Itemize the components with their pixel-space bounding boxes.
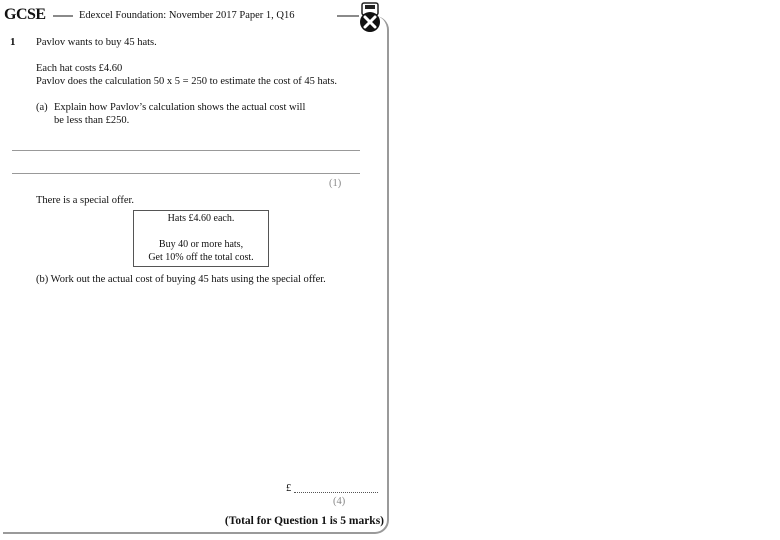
page-title: Edexcel Foundation: November 2017 Paper 1, Q16: [79, 10, 295, 21]
part-b-marks: (4): [333, 496, 346, 507]
offer-line-3: Get 10% off the total cost.: [148, 252, 254, 263]
info-line-2: Pavlov does the calculation 50 x 5 = 250 to estimate the cost of 45 hats.: [36, 76, 338, 87]
answer-field-part-b[interactable]: [294, 492, 378, 493]
part-a-text-line-2: be less than £250.: [54, 115, 130, 126]
offer-line-2: Buy 40 or more hats,: [158, 239, 244, 250]
total-marks: (Total for Question 1 is 5 marks): [224, 515, 384, 527]
gcse-logo: GCSE: [4, 6, 46, 23]
part-a-marks: (1): [329, 178, 342, 189]
special-offer-box: [133, 210, 269, 267]
offer-line-1: Hats £4.60 each.: [167, 213, 235, 224]
info-line-1: Each hat costs £4.60: [36, 63, 123, 74]
part-a-label: (a): [36, 102, 48, 113]
question-intro: Pavlov wants to buy 45 hats.: [36, 37, 157, 48]
part-a-text-line-1: Explain how Pavlov’s calculation shows the actual cost will: [54, 102, 306, 113]
answer-line-2[interactable]: [12, 173, 360, 174]
offer-intro: There is a special offer.: [36, 195, 135, 206]
answer-line-1[interactable]: [12, 150, 360, 151]
part-b-text: (b) Work out the actual cost of buying 45 hats using the special offer.: [36, 274, 326, 285]
question-number: 1: [10, 36, 16, 48]
currency-symbol: £: [286, 483, 292, 494]
